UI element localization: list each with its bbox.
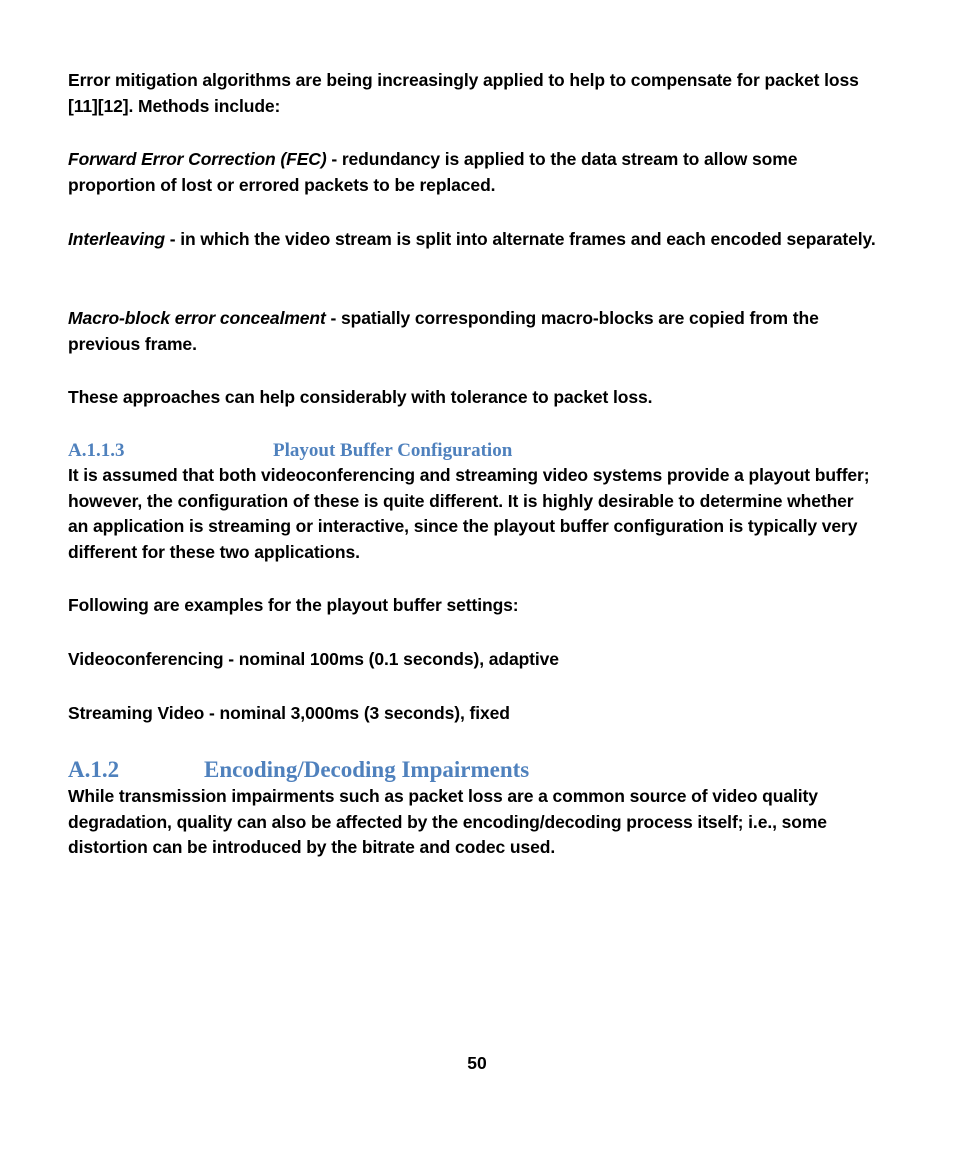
playout-buffer-body: It is assumed that both videoconferencing and streaming video systems provide a playout buffer; however, the configuration of these is quite different. It is highly desirable to determine whether an application is streaming or interactive, since the playout buffer configuration is typically very different for these two applications. bbox=[68, 465, 870, 562]
conclusion-paragraph: These approaches can help considerably with tolerance to packet loss. bbox=[68, 387, 653, 407]
section-title-a12: Encoding/Decoding Impairments bbox=[204, 757, 530, 782]
example-streaming: Streaming Video - nominal 3,000ms (3 seconds), fixed bbox=[68, 703, 510, 723]
section-title-a113: Playout Buffer Configuration bbox=[273, 440, 513, 461]
section-number-a113: A.1.1.3 bbox=[68, 440, 125, 461]
method-interleaving-term: Interleaving bbox=[68, 229, 166, 249]
method-fec-text: redundancy is applied to the data stream to allow some proportion of lost or errored packets to be replaced. bbox=[68, 149, 798, 195]
method-concealment-paragraph bbox=[68, 306, 878, 357]
page-number: 50 bbox=[467, 1053, 487, 1073]
method-fec-separator: - bbox=[326, 149, 342, 169]
method-interleaving-text: in which the video stream is split into alternate frames and each encoded separately. bbox=[180, 229, 876, 249]
examples-intro: Following are examples for the playout buffer settings: bbox=[68, 595, 519, 615]
method-concealment-term: Macro-block error concealment bbox=[68, 308, 326, 328]
encoding-impairments-body: While transmission impairments such as packet loss are a common source of video quality degradation, quality can also be affected by the encoding/decoding process itself; i.e., some distortion can be introduced by the bitrate and codec used. bbox=[68, 786, 827, 857]
method-interleaving-paragraph bbox=[68, 227, 878, 253]
method-concealment-separator: - bbox=[325, 308, 342, 328]
example-videoconferencing: Videoconferencing - nominal 100ms (0.1 seconds), adaptive bbox=[68, 649, 559, 669]
method-fec-term: Forward Error Correction (FEC) bbox=[68, 149, 327, 169]
method-fec-paragraph bbox=[68, 147, 878, 198]
section-number-a12: A.1.2 bbox=[68, 757, 120, 782]
method-concealment-text: spatially corresponding macro-blocks are copied from the previous frame. bbox=[68, 308, 819, 354]
method-interleaving-separator: - bbox=[165, 229, 181, 249]
intro-paragraph: Error mitigation algorithms are being increasingly applied to help to compensate for packet loss [11][12]. Methods include: bbox=[68, 70, 859, 116]
